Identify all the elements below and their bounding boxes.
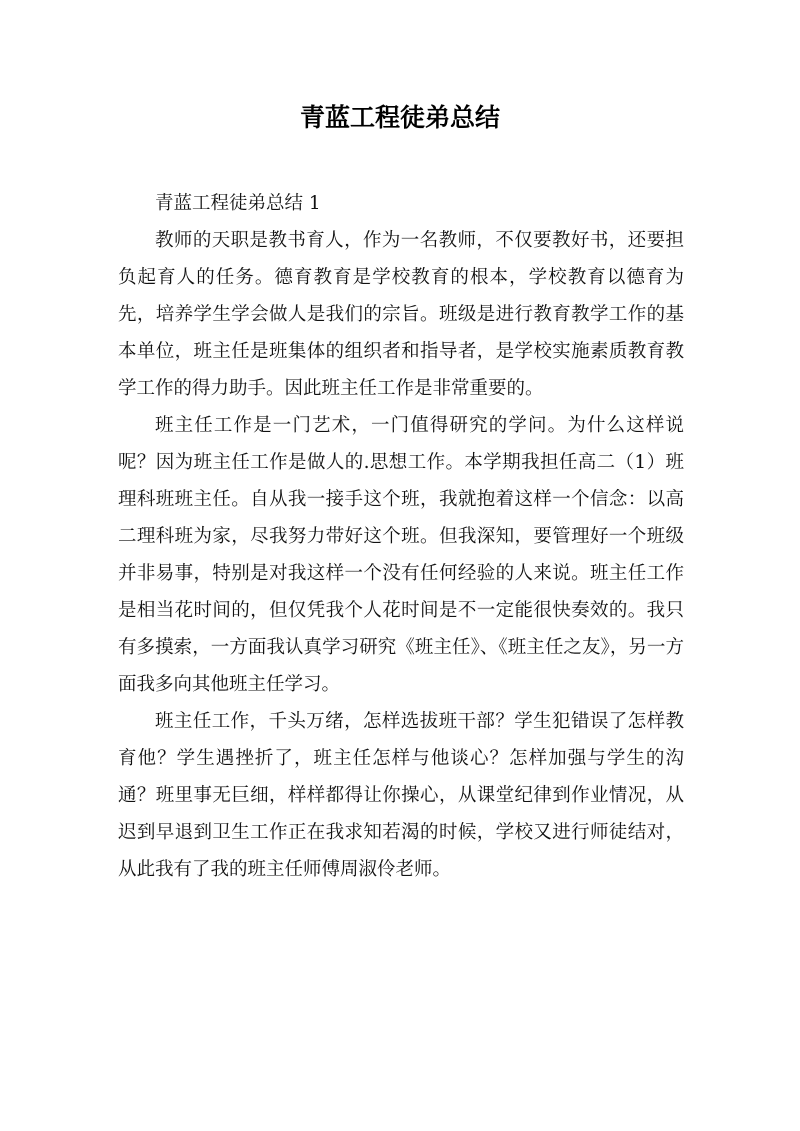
document-title: 青蓝工程徒弟总结 — [299, 103, 500, 132]
paragraph-3: 班主任工作，千头万绪，怎样选拔班干部？学生犯错误了怎样教育他？学生遇挫折了，班主任怎样与他谈心？怎样加强与学生的沟通？班里事无巨细，样样都得让你操心，从课堂纪律到作业情况，从迟到早退到卫生工作正在我求知若渴的时候，学校又进行师徒结对，从此我有了我的班主任师傅周淑伶老师。 — [118, 711, 684, 880]
document-body — [118, 185, 684, 888]
section-heading: 青蓝工程徒弟总结 1 — [155, 193, 321, 214]
paragraph-2: 班主任工作是一门艺术，一门值得研究的学问。为什么这样说呢？因为班主任工作是做人的.思想工作。本学期我担任高二（1）班理科班班主任。自从我一接手这个班，我就抱着这样一个信念：以高二理科班为家，尽我努力带好这个班。但我深知，要管理好一个班级并非易事，特别是对我这样一个没有任何经验的人来说。班主任工作是相当花时间的，但仅凭我个人花时间是不一定能很快奏效的。我只有多摸索，一方面我认真学习研究《班主任》、《班主任之友》，另一方面我多向其他班主任学习。 — [118, 415, 684, 695]
paragraph-1: 教师的天职是教书育人，作为一名教师，不仅要教好书，还要担负起育人的任务。德育教育是学校教育的根本，学校教育以德育为先，培养学生学会做人是我们的宗旨。班级是进行教育教学工作的基本单位，班主任是班集体的组织者和指导者，是学校实施素质教育教学工作的得力助手。因此班主任工作是非常重要的。 — [118, 230, 684, 399]
